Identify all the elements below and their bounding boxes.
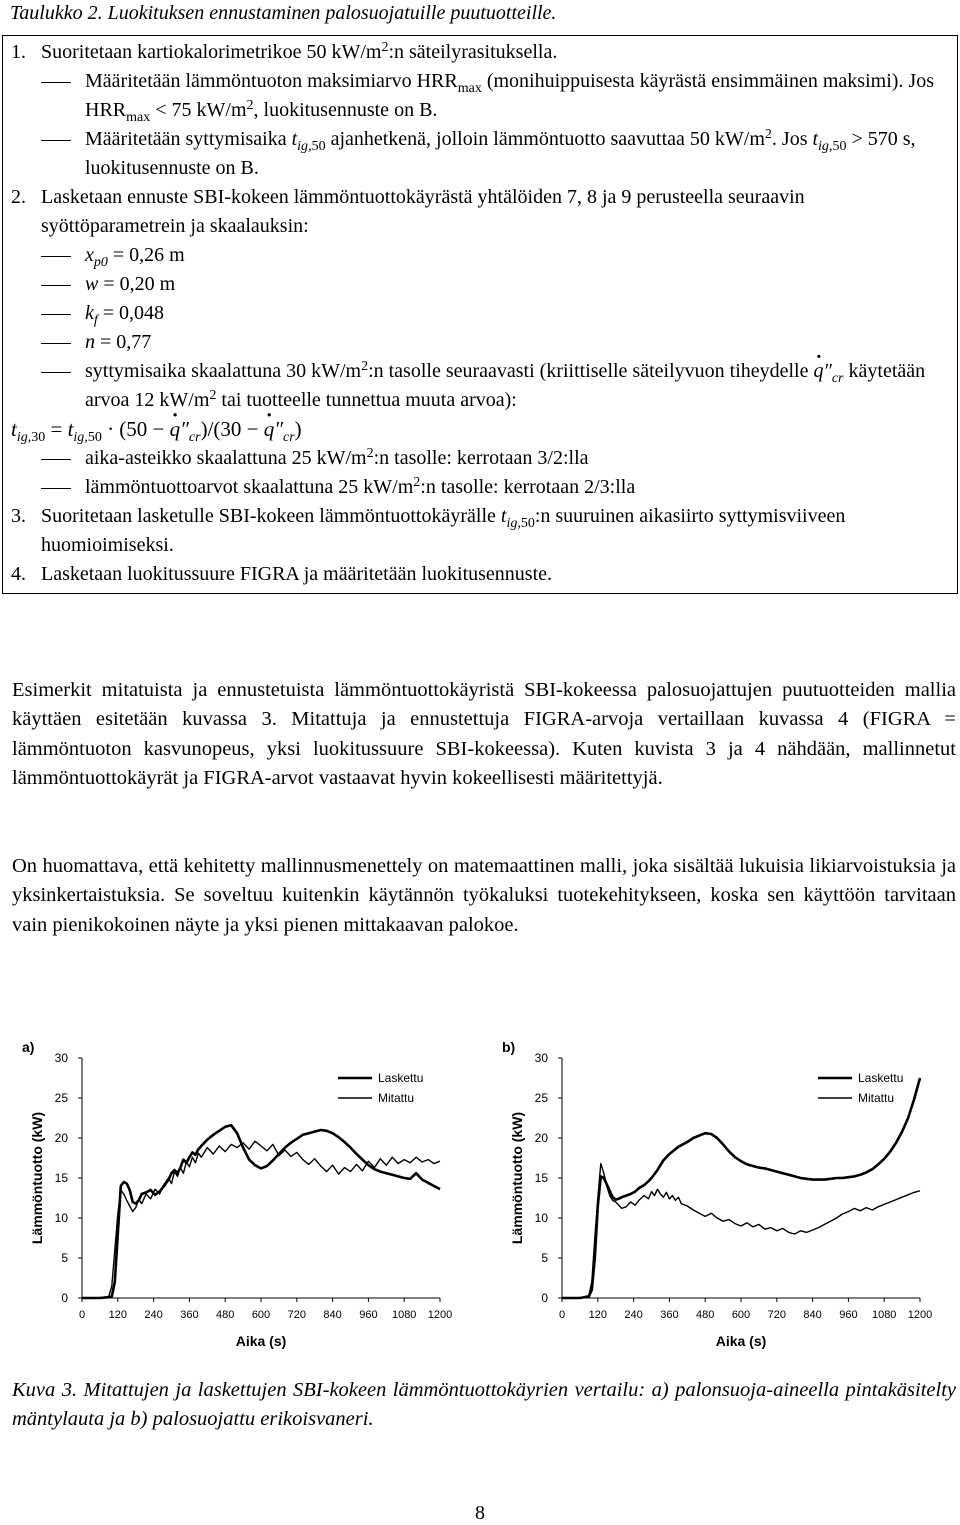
variable: x [85,244,94,266]
x-tick-label: 1080 [871,1309,897,1321]
superscript: 2 [366,446,374,461]
step-text: Suoritetaan kartiokalorimetrikoe 50 kW/m [41,41,382,63]
legend-label: Mitattu [378,1091,415,1105]
step-number: 4. [11,563,26,585]
x-tick-label: 720 [767,1309,786,1321]
param-n [41,328,949,357]
item-text: lämmöntuottoarvot skaalattuna 25 kW/m [85,476,414,498]
subscript: cr [283,430,295,445]
subscript: f [93,313,98,328]
operator: ) [294,417,302,441]
operator: )/(30 − [200,417,264,441]
y-tick-label: 15 [54,1171,68,1185]
item-text: :n tasolle seuraavasti (kriittiselle säteilyvuon tiheydelle [368,360,814,382]
x-tick-label: 240 [144,1309,163,1321]
item-text: :n tasolle: kerrotaan 3/2:lla [373,447,589,469]
paragraph-2: On huomattava, että kehitetty mallinnusmenettely on matemaattinen malli, joka sisältää lukuisia likiarvoistuksia ja yksinkertaistuksia. Se soveltuu kuitenkin käytännön työkaluksi tuotekehitykseen, koska sen käyttöön tarvitaan vain pienikokoinen näyte ja yksi pienen mittakaavan palokoe. [12,855,956,936]
table-caption: Taulukko 2. Luokituksen ennustaminen palosuojatuille puutuotteille. [10,2,557,24]
step-number: 1. [11,41,26,63]
x-tick-label: 960 [839,1309,858,1321]
y-tick-label: 15 [534,1171,548,1185]
subscript: cr [188,430,201,445]
legend-label: Laskettu [378,1071,424,1085]
subscript: ig [818,139,829,154]
time-scaling-item [41,444,949,473]
variable: t [812,128,819,150]
panel-label: a) [22,1039,35,1055]
y-tick-label: 30 [534,1051,548,1065]
x-tick-label: 840 [803,1309,822,1321]
x-tick-label: 120 [108,1309,127,1321]
variable: w [85,273,99,295]
variable: t [67,417,74,441]
item-text: > 570 s, luokitusennuste on B. [85,128,916,179]
superscript: 2 [413,475,421,490]
subscript: max [457,81,482,96]
subscript: ,50 [308,139,326,154]
heat-flux-symbol: · q″ [814,357,832,386]
x-tick-label: 600 [251,1309,271,1321]
x-tick-label: 0 [558,1309,566,1321]
superscript: 2 [209,388,217,403]
chart-a [20,1030,470,1366]
subscript: ig [73,430,85,445]
item-text: , luokitusennuste on B. [253,99,438,121]
superscript: 2 [246,98,254,113]
y-tick-label: 5 [61,1251,68,1265]
panel-label: b) [502,1039,516,1055]
subscript: ,30 [27,430,46,445]
heat-flux-symbol: · q″ [264,415,283,444]
heat-flux-symbol: · q″ [170,415,189,444]
figure-caption: Kuva 3. Mitattujen ja laskettujen SBI-kokeen lämmöntuottokäyrien vertailu: a) palonsuoja-aineella pintakäsitelty mäntylauta ja b) palosuojattu erikoisvaneri. [12,1379,956,1430]
y-tick-label: 10 [54,1211,68,1225]
param-xp0 [41,241,949,270]
step-number: 3. [11,505,26,527]
subscript: ig [297,139,309,154]
subscript: ig [16,430,28,445]
series-line-laskettu [82,1125,440,1298]
series-line-mitattu [82,1141,440,1298]
step-text: Suoritetaan lasketulle SBI-kokeen lämmöntuottokäyrälle [41,505,501,527]
y-tick-label: 0 [541,1291,548,1305]
series-line-laskettu [562,1078,920,1298]
x-axis-label: Aika (s) [235,1333,287,1349]
x-tick-label: 360 [660,1309,679,1321]
x-tick-label: 960 [359,1309,378,1321]
step-1 [11,38,949,67]
y-tick-label: 5 [541,1251,548,1265]
superscript: 2 [381,40,389,55]
step-1-details [11,67,949,183]
item-text: aika-asteikko skaalattuna 25 kW/m [85,447,367,469]
y-axis-label: Lämmöntuotto (kW) [509,1111,525,1245]
superscript: 2 [361,359,369,374]
variable: t [500,505,507,527]
param-value: = 0,048 [97,302,165,324]
x-axis-label: Aika (s) [715,1333,767,1349]
item-text: (monihuippuisesta käyrästä ensimmäinen maksimi). Jos HRR [85,70,934,121]
chart-b-svg [500,1030,950,1360]
y-tick-label: 25 [54,1091,68,1105]
item-text: . Jos [771,128,813,150]
y-tick-label: 30 [54,1051,68,1065]
subscript: ,50 [828,139,847,154]
legend-label: Laskettu [858,1071,904,1085]
subscript: ig [506,516,518,531]
subscript: ,50 [84,430,102,445]
prediction-steps-table [2,35,958,594]
paragraph-1: Esimerkit mitatuista ja ennustetuista lämmöntuottokäyristä SBI-kokeessa palosuojattujen puutuotteiden mallia käyttäen esitetään kuvassa 3. Mitattuja ja ennustettuja FIGRA-arvoja vertaillaan kuvassa 4 (FIGRA = lämmöntuoton kasvunopeus, yksi luokitussuure SBI-kokeessa). Kuten kuvista 3 ja 4 nähdään, mallinnetut lämmöntuottokäyrät ja FIGRA-arvot vastaavat hyvin kokeellisesti määritettyjä. [12,679,956,789]
variable: t [291,128,298,150]
x-tick-label: 360 [180,1309,199,1321]
item-text: syttymisaika skaalattuna 30 kW/m [85,360,362,382]
table-cell [3,36,958,594]
subscript: max [126,110,151,125]
x-tick-label: 480 [696,1309,715,1321]
subscript: cr [831,371,844,386]
x-tick-label: 120 [588,1309,607,1321]
step-text: :n säteilyrasituksella. [388,41,558,63]
subscript: p0 [93,255,108,270]
param-value: = 0,26 m [107,244,185,266]
hrr-scaling-item [41,473,949,502]
subscript: ,50 [517,516,535,531]
step-text: :n suuruinen aikasiirto syttymisviiveen huomioimiseksi. [41,505,846,556]
step-3 [11,502,949,560]
x-tick-label: 720 [287,1309,306,1321]
x-tick-label: 840 [323,1309,342,1321]
param-value: = 0,77 [95,331,152,353]
param-w [41,270,949,299]
item-text: < 75 kW/m [150,99,247,121]
x-tick-label: 1200 [427,1309,453,1321]
dash-item [41,125,949,183]
x-tick-label: 480 [216,1309,235,1321]
item-text: Määritetään syttymisaika [85,128,292,150]
chart-a-svg [20,1030,470,1360]
item-text: :n tasolle: kerrotaan 2/3:lla [420,476,636,498]
y-tick-label: 20 [534,1131,548,1145]
y-tick-label: 0 [61,1291,68,1305]
operator: = [45,417,68,441]
ignition-time-formula [11,415,949,444]
y-tick-label: 10 [534,1211,548,1225]
chart-b [500,1030,950,1366]
step-text: Lasketaan ennuste SBI-kokeen lämmöntuottokäyrästä yhtälöiden 7, 8 ja 9 perusteella seuraavin syöttöparametrein ja skaalauksin: [41,186,805,237]
series-line-mitattu [562,1164,920,1298]
y-axis-label: Lämmöntuotto (kW) [29,1111,45,1245]
step-number: 2. [11,186,26,208]
item-text: käytetään arvoa 12 kW/m [85,360,926,411]
x-tick-label: 1080 [391,1309,417,1321]
x-tick-label: 240 [624,1309,643,1321]
step-2 [11,183,949,502]
item-text: tai tuotteelle tunnettua muuta arvoa): [216,389,517,411]
dash-item [41,67,949,125]
step-4 [11,560,949,589]
variable: k [85,302,94,324]
x-tick-label: 1200 [907,1309,933,1321]
variable: t [11,417,17,441]
x-tick-label: 600 [731,1309,751,1321]
variable: n [85,331,95,353]
x-tick-label: 0 [78,1309,86,1321]
page-number: 8 [475,1502,485,1524]
superscript: 2 [764,127,772,142]
param-value: = 0,20 m [98,273,176,295]
item-text: ajanhetkenä, jolloin lämmöntuotto saavuttaa 50 kW/m [325,128,765,150]
legend-label: Mitattu [858,1091,895,1105]
param-kf [41,299,949,328]
step-text: Lasketaan luokitussuure FIGRA ja määritetään luokitusennuste. [41,563,552,585]
item-text: Määritetään lämmöntuoton maksimiarvo HRR [85,70,458,92]
y-tick-label: 20 [54,1131,68,1145]
y-tick-label: 25 [534,1091,548,1105]
operator: · (50 − [101,417,170,441]
